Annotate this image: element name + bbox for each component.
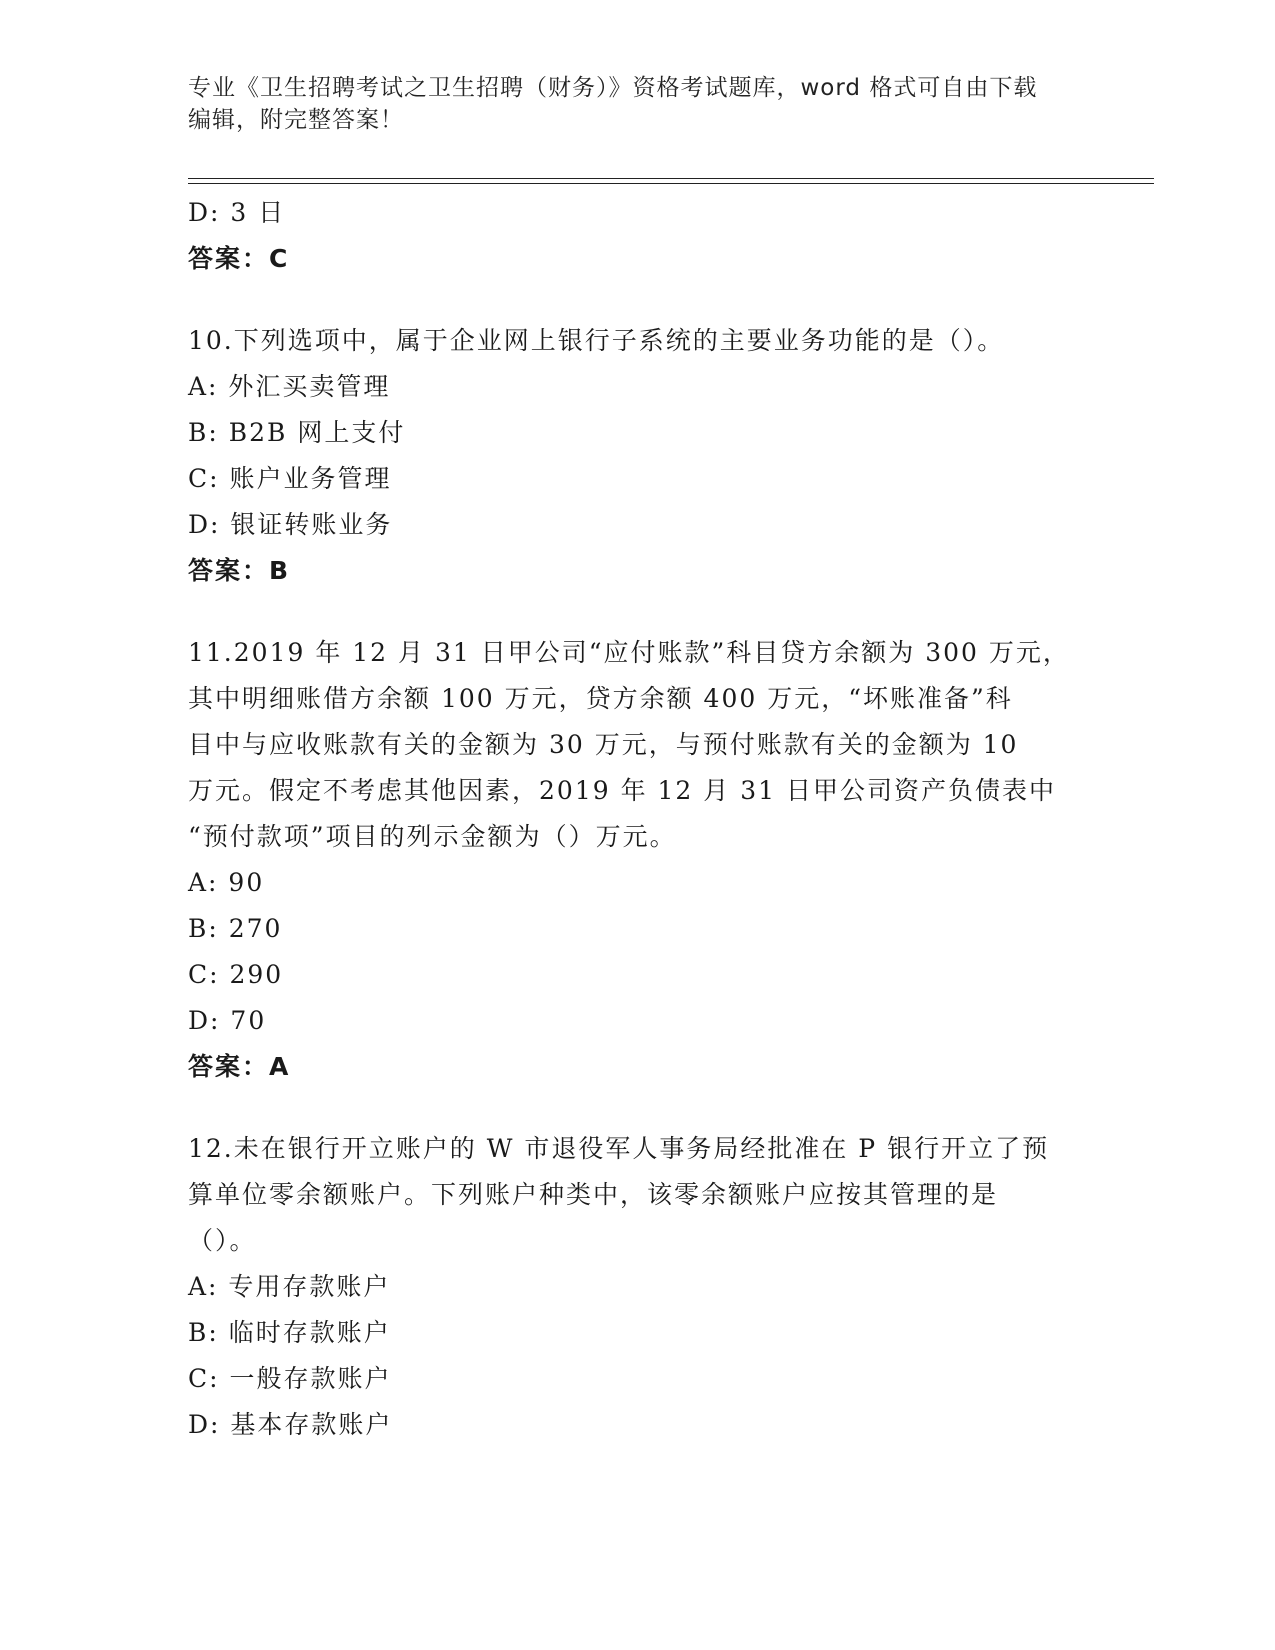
option-a: A: 专用存款账户 [188,1272,391,1301]
stem-line: 10.下列选项中，属于企业网上银行子系统的主要业务功能的是（）。 [188,326,1005,355]
stem-line: 目中与应收账款有关的金额为 30 万元，与预付账款有关的金额为 10 [188,730,1019,759]
option-b: B: 临时存款账户 [188,1318,391,1347]
question-12 [188,1126,1088,1448]
option-c: C: 一般存款账户 [188,1364,392,1393]
header-line-1: 专业《卫生招聘考试之卫生招聘（财务）》资格考试题库，word 格式可自由下载 [188,75,1038,101]
header-divider-top [188,178,1154,179]
question-9 [188,190,1088,282]
stem-line: 其中明细账借方余额 100 万元，贷方余额 400 万元，“坏账准备”科 [188,684,1013,713]
answer: 答案：C [188,244,290,273]
question-10 [188,318,1088,594]
stem-line: 算单位零余额账户。下列账户种类中，该零余额账户应按其管理的是 [188,1180,999,1209]
stem-line: 12.未在银行开立账户的 W 市退役军人事务局经批准在 P 银行开立了预 [188,1134,1050,1163]
option-d: D: 银证转账业务 [188,510,393,539]
question-stem [188,630,1088,860]
question-stem [188,318,1088,364]
answer: 答案：A [188,1052,291,1081]
question-stem [188,1126,1088,1264]
question-content [188,190,1088,1448]
header-divider-bottom [188,183,1154,184]
question-11 [188,630,1088,1090]
header-line-2: 编辑，附完整答案！ [188,107,404,133]
page-header [188,72,1088,136]
stem-line: （）。 [188,1226,257,1255]
option-b: B: 270 [188,914,283,943]
stem-line: 万元。假定不考虑其他因素，2019 年 12 月 31 日甲公司资产负债表中 [188,776,1056,805]
stem-line: 11.2019 年 12 月 31 日甲公司“应付账款”科目贷方余额为 300 万元， [188,638,1070,667]
option-b: B: B2B 网上支付 [188,418,406,447]
stem-line: “预付款项”项目的列示金额为（）万元。 [188,822,677,851]
option-d: D: 70 [188,1006,267,1035]
answer: 答案：B [188,556,291,585]
option-a: A: 外汇买卖管理 [188,372,391,401]
option-d: D: 基本存款账户 [188,1410,393,1439]
option-a: A: 90 [188,868,265,897]
option-c: C: 账户业务管理 [188,464,392,493]
option-d: D: 3 日 [188,198,286,227]
option-c: C: 290 [188,960,284,989]
